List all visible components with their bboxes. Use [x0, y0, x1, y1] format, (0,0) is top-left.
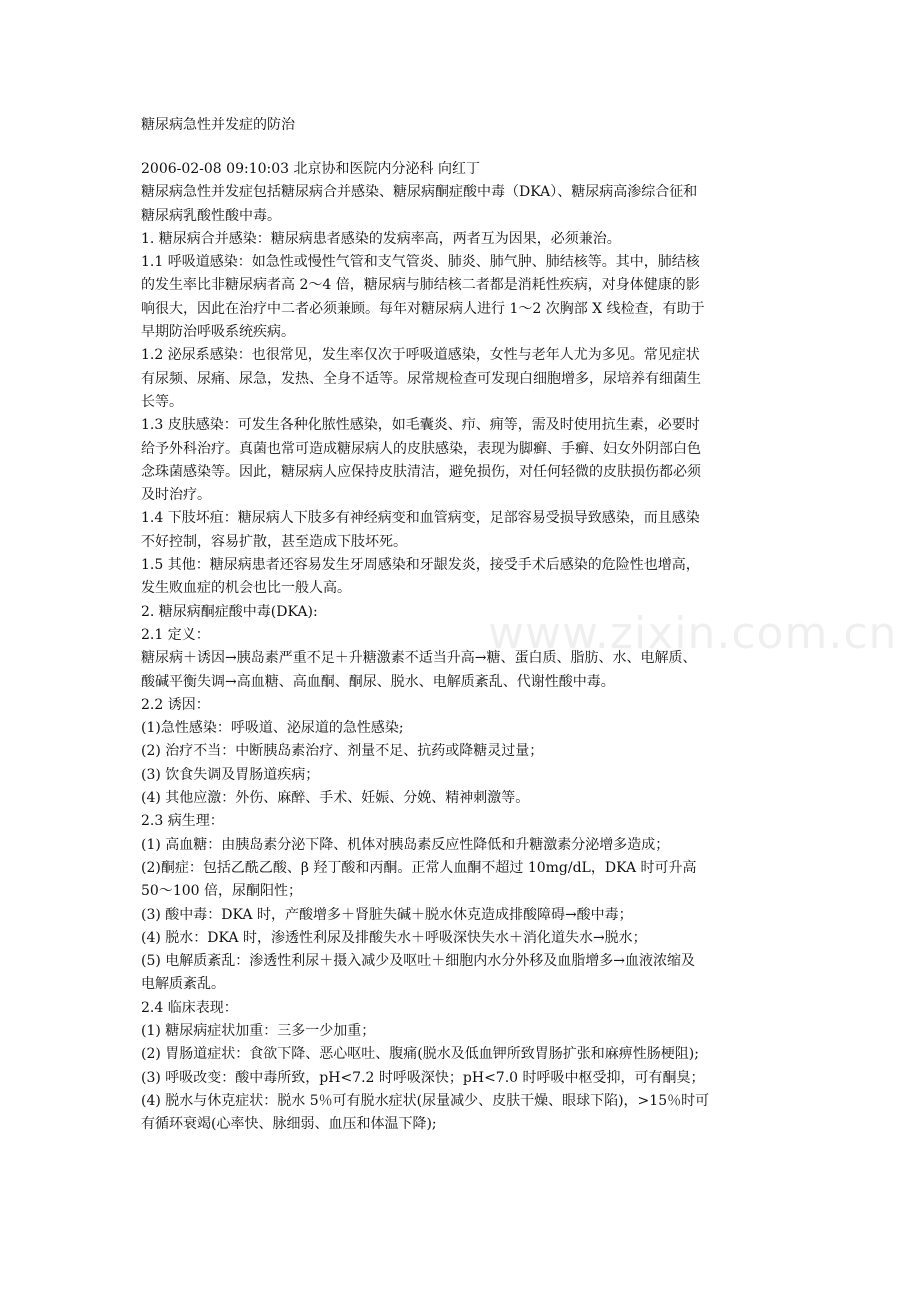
text-line: 的发生率比非糖尿病者高 2～4 倍，糖尿病与肺结核二者都是消耗性疾病，对身体健康的影: [141, 277, 700, 294]
text-line: (3) 饮食失调及胃肠道疾病；: [141, 766, 320, 783]
text-line: (2) 胃肠道症状：食欲下降、恶心呕吐、腹痛(脱水及低血钾所致胃肠扩张和麻痹性肠梗阻);: [141, 1046, 699, 1063]
text-line: 响很大，因此在治疗中二者必须兼顾。每年对糖尿病人进行 1～2 次胸部 X 线检查，有助于: [141, 300, 705, 317]
text-line: 1.3 皮肤感染：可发生各种化脓性感染，如毛囊炎、疖、痈等，需及时使用抗生素，必要时: [141, 417, 700, 434]
text-line: 2.3 病生理：: [141, 813, 224, 830]
text-line: 糖尿病急性并发症包括糖尿病合并感染、糖尿病酮症酸中毒（DKA）、糖尿病高渗综合征和: [141, 184, 698, 201]
text-line: 发生败血症的机会也比一般人高。: [141, 580, 351, 597]
text-line: (2) 治疗不当：中断胰岛素治疗、剂量不足、抗药或降糖灵过量；: [141, 743, 544, 760]
text-line: 1.2 泌尿系感染：也很常见，发生率仅次于呼吸道感染，女性与老年人尤为多见。常见症状: [141, 347, 700, 364]
text-line: (3) 呼吸改变：酸中毒所致，pH<7.2 时呼吸深快；pH<7.0 时呼吸中枢受抑，可有酮臭；: [141, 1069, 705, 1086]
watermark: www.zixin.com.cn: [488, 608, 898, 659]
text-line: 1.1 呼吸道感染：如急性或慢性气管和支气管炎、肺炎、肺气肿、肺结核等。其中，肺结核: [141, 254, 700, 271]
text-line: (1) 糖尿病症状加重：三多一少加重；: [141, 1022, 376, 1039]
text-line: (3) 酸中毒：DKA 时，产酸增多＋肾脏失碱＋脱水休克造成排酸障碍→酸中毒；: [141, 906, 633, 923]
text-line: 长等。: [141, 393, 183, 410]
text-line: 有循环衰竭(心率快、脉细弱、血压和体温下降);: [141, 1116, 437, 1133]
text-line: (4) 脱水与休克症状：脱水 5％可有脱水症状(尿量减少、皮肤干燥、眼球下陷)，>15％时可: [141, 1092, 710, 1109]
text-line: 早期防治呼吸系统疾病。: [141, 324, 295, 341]
text-line: 给予外科治疗。真菌也常可造成糖尿病人的皮肤感染，表现为脚癣、手癣、妇女外阴部白色: [141, 440, 701, 457]
text-line: 不好控制，容易扩散，甚至造成下肢坏死。: [141, 533, 407, 550]
text-line: 1.5 其他：糖尿病患者还容易发生牙周感染和牙龈发炎，接受手术后感染的危险性也增高，: [141, 557, 700, 574]
document-title: 糖尿病急性并发症的防治: [141, 117, 295, 133]
text-line: 1.4 下肢坏疽：糖尿病人下肢多有神经病变和血管病变，足部容易受损导致感染，而且感染: [141, 510, 700, 527]
text-line: 2. 糖尿病酮症酸中毒(DKA):: [141, 603, 318, 620]
text-line: (4) 脱水：DKA 时，渗透性利尿及排酸失水＋呼吸深快失水＋消化道失水→脱水；: [141, 929, 647, 946]
text-line: 及时治疗。: [141, 487, 211, 504]
text-line: (1)急性感染：呼吸道、泌尿道的急性感染;: [141, 720, 404, 737]
text-line: 酸碱平衡失调→高血糖、高血酮、酮尿、脱水、电解质紊乱、代谢性酸中毒。: [141, 673, 615, 690]
text-line: 糖尿病＋诱因→胰岛素严重不足＋升糖激素不适当升高→糖、蛋白质、脂肪、水、电解质、: [141, 650, 697, 667]
text-line: 2.4 临床表现：: [141, 999, 238, 1016]
text-line: 2.1 定义：: [141, 626, 210, 643]
text-line: 50～100 倍，尿酮阳性；: [141, 883, 302, 900]
text-line: (1) 高血糖：由胰岛素分泌下降、机体对胰岛素反应性降低和升糖激素分泌增多造成；: [141, 836, 670, 853]
text-line: 糖尿病乳酸性酸中毒。: [141, 207, 281, 224]
text-line: (4) 其他应激：外伤、麻醉、手术、妊娠、分娩、精神刺激等。: [141, 790, 530, 807]
text-line: 2.2 诱因：: [141, 696, 210, 713]
text-line: (5) 电解质紊乱：渗透性利尿＋摄入减少及呕吐＋细胞内水分外移及血脂增多→血液浓缩及: [141, 953, 696, 970]
text-line: 2006-02-08 09:10:03 北京协和医院内分泌科 向红丁: [141, 161, 480, 177]
text-line: 1. 糖尿病合并感染：糖尿病患者感染的发病率高，两者互为因果，必须兼治。: [141, 230, 621, 247]
text-line: 电解质紊乱。: [141, 976, 225, 993]
text-line: (2)酮症：包括乙酰乙酸、β 羟丁酸和丙酮。正常人血酮不超过 10mg/dL，DKA 时可升高: [141, 859, 697, 876]
text-line: 念珠菌感染等。因此，糖尿病人应保持皮肤清洁，避免损伤，对任何轻微的皮肤损伤都必须: [141, 463, 701, 480]
text-line: 有尿频、尿痛、尿急，发热、全身不适等。尿常规检查可发现白细胞增多，尿培养有细菌生: [141, 370, 701, 387]
